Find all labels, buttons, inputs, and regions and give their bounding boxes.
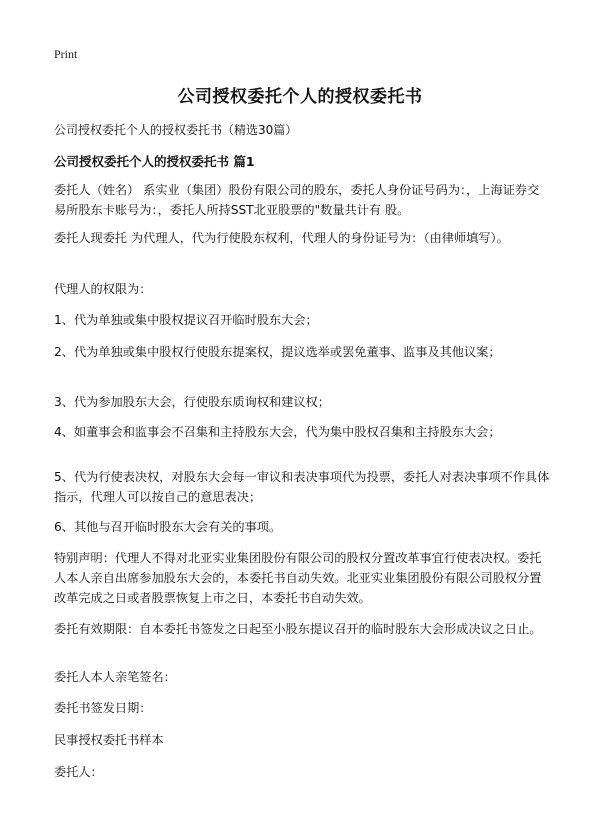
paragraph-principal-info: 委托人（姓名） 系实业（集团）股份有限公司的股东，委托人身份证号码为：，上海证券交易所股东卡账号为：，委托人所持SST北亚股票的"数量共计有 股。 xyxy=(54,183,540,217)
paragraph-power-5: 5、代为行使表决权，对股东大会每一审议和表决事项代为投票，委托人对表决事项不作具体指示，代理人可以按自己的意思表决； xyxy=(54,470,550,504)
paragraph-power-1: 1、代为单独或集中股权提议召开临时股东大会； xyxy=(54,313,318,327)
paragraph-agent-powers-heading: 代理人的权限为： xyxy=(54,282,152,296)
paragraph-principal-label: 委托人： xyxy=(54,765,103,779)
paragraph-civil-sample-title: 民事授权委托书样本 xyxy=(54,733,164,747)
paragraph-special-statement: 特别声明：代理人不得对北亚实业集团股份有限公司的股权分置改革事宜行使表决权。委托人本人亲自出席参加股东大会的，本委托书自动失效。北亚实业集团股份有限公司股权分置改革完成之日或者股票恢复上市之日，本委托书自动失效。 xyxy=(54,551,542,605)
section-heading: 公司授权委托个人的授权委托书 篇1 xyxy=(54,154,255,169)
paragraph-power-3: 3、代为参加股东大会，行使股东质询权和建议权； xyxy=(54,395,330,409)
paragraph-validity-period: 委托有效期限：自本委托书签发之日起至小股东提议召开的临时股东大会形成决议之日止。 xyxy=(54,622,542,636)
paragraph-power-6: 6、其他与召开临时股东大会有关的事项。 xyxy=(54,520,282,534)
document-subtitle: 公司授权委托个人的授权委托书（精选30篇） xyxy=(54,123,298,137)
document-title: 公司授权委托个人的授权委托书 xyxy=(177,87,423,107)
print-label: Print xyxy=(54,47,78,61)
paragraph-issue-date: 委托书签发日期： xyxy=(54,701,152,715)
paragraph-power-4: 4、如董事会和监事会不召集和主持股东大会，代为集中股权召集和主持股东大会； xyxy=(54,425,501,439)
paragraph-agent-appointment: 委托人现委托 为代理人，代为行使股东权利，代理人的身份证号为：（由律师填写）。 xyxy=(54,231,509,245)
paragraph-power-2: 2、代为单独或集中股权行使股东提案权，提议选举或罢免董事、监事及其他议案； xyxy=(54,345,501,359)
paragraph-principal-signature: 委托人本人亲笔签名： xyxy=(54,670,176,684)
